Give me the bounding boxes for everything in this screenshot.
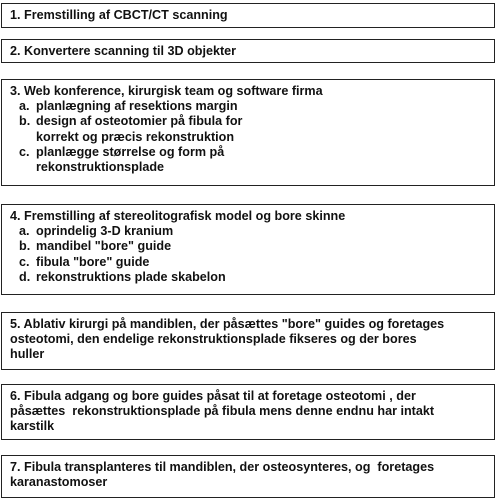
step-4-item-a-letter: a. [19,224,30,239]
step-4-item-b [10,239,486,254]
step-5-title: 5. Ablativ kirurgi på mandiblen, der påsættes "bore" guides og foretages osteotomi, den endelige rekonstruktionsplade fikseres og der bores huller [10,317,445,362]
step-6-box [1,384,495,440]
step-7-box [1,455,495,498]
step-7-title: 7. Fibula transplanteres til mandiblen, der osteosynteres, og foretages karanastomoser [10,460,435,490]
step-3-title: 3. Web konference, kirurgisk team og software firma [10,84,323,98]
step-5-box [1,312,495,370]
step-3-item-a [10,99,486,114]
step-3-item-a-text: planlægning af resektions margin [36,99,238,114]
step-4-item-c-letter: c. [19,254,30,269]
step-4-box [1,204,495,295]
step-4-item-a-text: oprindelig 3-D kranium [36,224,174,239]
step-3-item-c-letter: c. [19,144,30,159]
step-4-item-b-text: mandibel "bore" guide [36,239,172,254]
step-3-item-c-text: planlægge størrelse og form på rekonstruktionsplade [36,144,225,175]
step-4-item-a [10,224,486,239]
step-2-box [1,39,495,63]
step-6-title: 6. Fibula adgang og bore guides påsat til at foretage osteotomi , der påsættes rekonstruktionsplade på fibula mens denne endnu har intakt karstilk [10,389,435,434]
step-4-item-c [10,255,486,270]
step-3-item-b-letter: b. [19,114,31,129]
step-4-title: 4. Fremstilling af stereolitografisk model og bore skinne [10,209,346,223]
step-4-item-c-text: fibula "bore" guide [36,254,150,269]
step-3-item-c [10,145,486,175]
step-3-item-b-text: design af osteotomier på fibula for korrekt og præcis rekonstruktion [36,114,243,144]
step-3-item-b [10,114,486,144]
step-4-item-d [10,270,486,285]
step-3-item-a-letter: a. [19,99,30,114]
step-4-item-d-text: rekonstruktions plade skabelon [36,269,226,284]
step-1-box [1,3,495,28]
step-2-title: 2. Konvertere scanning til 3D objekter [10,44,237,58]
step-4-item-b-letter: b. [19,239,31,254]
step-1-title: 1. Fremstilling af CBCT/CT scanning [10,8,228,22]
step-4-item-d-letter: d. [19,269,31,284]
step-3-box [1,79,495,186]
